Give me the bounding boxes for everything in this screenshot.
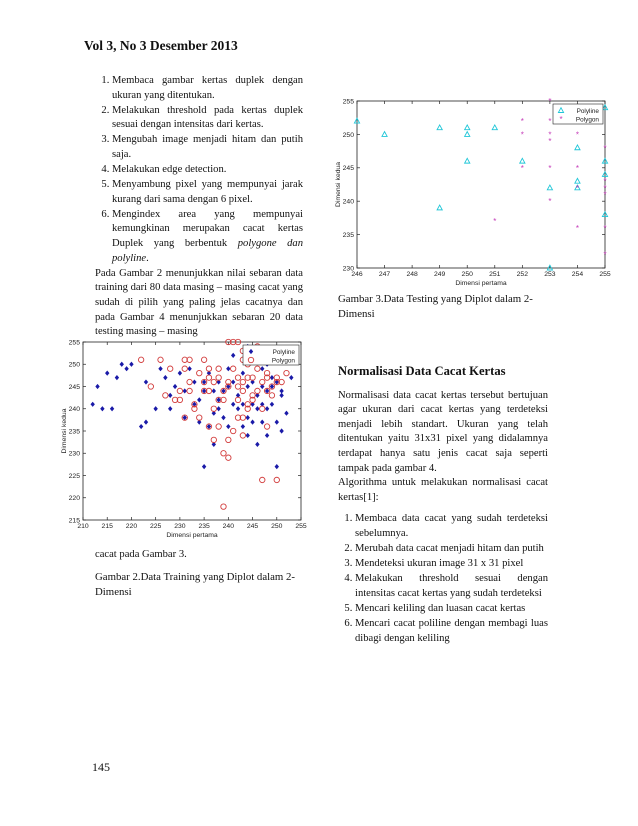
capture-step: 4. Melakukan edge detection. (112, 163, 303, 178)
y-tick-label: 250 (342, 131, 354, 139)
legend-label: Polyline (576, 107, 599, 115)
x-tick-label: 248 (406, 271, 418, 278)
x-tick-label: 225 (149, 523, 162, 530)
x-tick-label: 255 (599, 271, 611, 278)
page-number: 145 (92, 760, 110, 774)
capture-steps-list (95, 74, 303, 266)
normalization-steps-list (338, 512, 548, 646)
normalization-paragraph: Normalisasi data cacat kertas tersebut bertujuan agar ukuran dari cacat kertas yang terdeteksi menjadi lebih standart. Ukuran yang telah ditentukan yaitu 31x31 pixel yang didalamnya terdapat hanya satu jenis cacat saja seperti tampak pada gambar 4. (338, 389, 548, 474)
algorithm-intro: Algorithma untuk melakukan normalisasi cacat kertas[1]: (338, 477, 548, 503)
left-continuation: cacat pada Gambar 3. (95, 549, 187, 560)
data-point-polygon: * (548, 137, 552, 147)
testing-scatter-chart (330, 92, 615, 290)
y-tick-label: 220 (68, 495, 80, 503)
plot-frame (83, 342, 301, 520)
y-tick-label: 240 (68, 406, 80, 414)
capture-step: 2. Melakukan threshold pada kertas duplek sesuai dengan intensitas dari kertas. (112, 104, 303, 133)
data-point-polygon: * (603, 223, 607, 233)
capture-step: 1. Membaca gambar kertas duplek dengan ukuran yang ditentukan. (112, 74, 303, 103)
data-point-polygon: * (575, 130, 580, 140)
y-tick-label: 235 (342, 232, 354, 239)
capture-step-tail: . (146, 252, 149, 264)
capture-step: 3. Mengubah image menjadi hitam dan putih saja. (112, 133, 303, 162)
y-axis-label: Dimensi kedua (61, 408, 68, 454)
data-point-polygon: * (575, 163, 580, 173)
y-tick-label: 255 (342, 98, 354, 106)
data-point-polygon: * (575, 223, 580, 233)
data-point-polygon: * (520, 130, 524, 140)
legend-label: Polygon (271, 357, 295, 365)
capture-step-text: Mengindex area yang mempunyai kemungkinan merupakan cacat kertas Duplek yang berbentuk (112, 208, 303, 250)
capture-step-emphasis: polygone dan polyline (112, 238, 303, 264)
data-point-polygon: * (603, 177, 607, 187)
normalization-step: 3. Mendeteksi ukuran image 31 x 31 pixel (355, 557, 548, 572)
data-point-polygon: * (548, 163, 552, 173)
data-point-polygon: * (548, 197, 552, 207)
capture-step: 5. Menyambung pixel yang mempunyai jarak kurang dari sama dengan 6 pixel. (112, 178, 303, 207)
y-tick-label: 230 (68, 450, 80, 458)
y-axis-label: Dimensi kedua (335, 162, 342, 207)
x-tick-label: 253 (544, 271, 556, 278)
plot-frame (357, 101, 605, 268)
x-tick-label: 250 (271, 523, 283, 530)
x-axis-label: Dimensi pertama (455, 280, 507, 287)
left-paragraph: Pada Gambar 2 menunjukkan nilai sebaran data training dari 80 data masing – masing cacat yang sudah di pilih yang paling jelas cacatnya dan pada Gambar 4 menunjukkan sebaran 20 data testing masing – masing (95, 267, 303, 338)
data-point-polygon: * (548, 97, 552, 106)
testing-chart-plot (335, 97, 611, 287)
data-point-polygon: * (520, 117, 524, 127)
y-tick-label: 225 (68, 472, 80, 480)
x-tick-label: 247 (378, 271, 391, 278)
data-point-polygon: * (603, 190, 607, 200)
legend-marker: * (559, 115, 563, 124)
x-tick-label: 240 (222, 523, 235, 530)
capture-step (112, 208, 303, 266)
left-column (95, 74, 303, 340)
data-point-polygon: * (493, 217, 497, 227)
normalization-step: 1. Membaca data cacat yang sudah terdeteksi sebelumnya. (355, 512, 548, 541)
y-tick-label: 250 (68, 361, 80, 369)
normalization-step: 5. Mencari keliling dan luasan cacat kertas (355, 602, 548, 617)
y-tick-label: 255 (68, 339, 80, 347)
section-title: Normalisasi Data Cacat Kertas (338, 364, 506, 378)
x-tick-label: 249 (433, 271, 446, 278)
x-tick-label: 252 (516, 271, 529, 278)
data-point-polygon: * (603, 143, 607, 153)
figure-2-caption: Gambar 2.Data Training yang Diplot dalam 2-Dimensi (95, 571, 296, 598)
x-tick-label: 235 (198, 523, 210, 530)
data-point-polygon: * (520, 163, 524, 173)
x-tick-label: 246 (351, 271, 363, 278)
x-axis-label: Dimensi pertama (166, 532, 218, 539)
legend-label: Polyline (272, 348, 295, 356)
x-tick-label: 254 (571, 271, 584, 278)
normalization-step: 6. Mencari cacat poliline dengan membagi luas dibagi dengan keliling (355, 617, 548, 646)
journal-header: Vol 3, No 3 Desember 2013 (84, 38, 238, 53)
data-point-polygon: * (603, 250, 607, 260)
y-tick-label: 230 (342, 265, 354, 273)
y-tick-label: 245 (68, 383, 80, 391)
normalization-step: 2. Merubah data cacat menjadi hitam dan putih (355, 542, 548, 557)
data-point-polygon: * (575, 183, 580, 193)
y-tick-label: 215 (68, 517, 80, 525)
x-tick-label: 215 (101, 523, 113, 530)
x-tick-label: 230 (174, 523, 186, 530)
data-point-polygon: * (548, 130, 552, 140)
x-tick-label: 251 (489, 271, 501, 278)
data-point-polygon: * (603, 183, 607, 193)
x-tick-label: 255 (295, 523, 307, 530)
training-chart-plot (61, 339, 307, 539)
x-tick-label: 250 (461, 271, 473, 278)
x-tick-label: 220 (125, 523, 138, 530)
y-tick-label: 245 (342, 165, 354, 173)
right-column (338, 364, 548, 647)
figure-3-caption: Gambar 3.Data Testing yang Diplot dalam 2-Dimensi (338, 293, 533, 320)
y-tick-label: 240 (342, 198, 354, 206)
y-tick-label: 235 (68, 428, 80, 436)
training-scatter-chart (62, 334, 310, 546)
normalization-step: 4. Melakukan threshold sesuai dengan intensitas cacat kertas yang sudah terdeteksi (355, 572, 548, 601)
data-point-polygon: * (548, 117, 552, 127)
legend-label: Polygon (575, 116, 599, 124)
x-tick-label: 245 (246, 523, 259, 530)
x-tick-label: 210 (77, 523, 89, 530)
